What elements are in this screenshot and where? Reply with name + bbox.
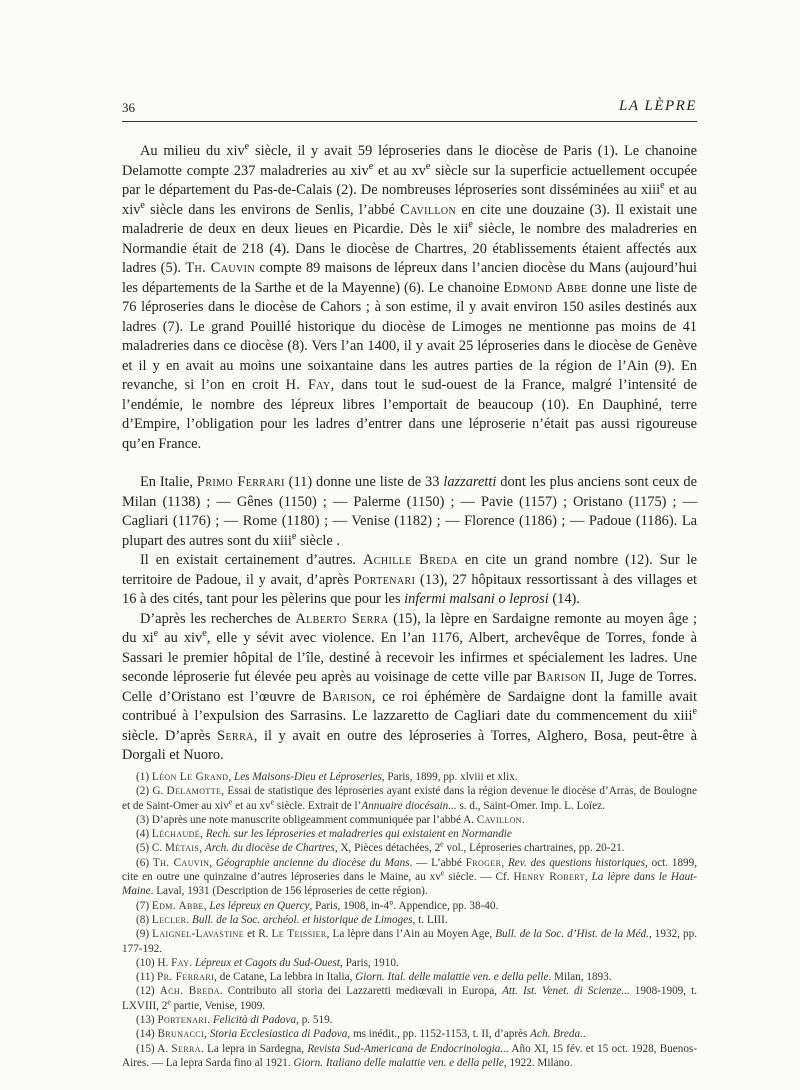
- text-run: (5) C.: [136, 842, 165, 855]
- text-run: et R.: [244, 928, 272, 941]
- superscript: e: [270, 796, 275, 806]
- author-name: Léon Le Grand: [151, 771, 229, 783]
- text-run: En Italie,: [140, 474, 197, 490]
- footnote: [122, 1013, 697, 1027]
- superscript: e: [153, 628, 159, 640]
- superscript: e: [228, 796, 233, 806]
- text-run: II, Juge de Torres. Celle d’Oristano est l’œuvre de: [122, 669, 697, 705]
- italic-text: Giorn. Ital. delle malattie ven. e della pelle: [355, 971, 549, 984]
- paragraph: [122, 473, 697, 551]
- text-run: (11) donne une liste de 33: [284, 474, 444, 490]
- author-name: Th. Cauvin: [152, 856, 210, 869]
- italic-text: lazzaretti: [443, 474, 497, 490]
- text-run: (3) D’après une note manuscrite obligeamment communiquée par l’abbé A.: [136, 813, 477, 826]
- text-run: et au xv: [232, 799, 271, 812]
- text-run: ..: [580, 1028, 586, 1041]
- footnote: [122, 827, 697, 841]
- author-name: Delamotte: [166, 785, 222, 798]
- text-run: (10) H.: [136, 956, 172, 969]
- author-name: Th. Cauvin: [185, 260, 256, 276]
- text-run: , 1932, pp. 177-192.: [122, 928, 697, 955]
- italic-text: Bull. de la Soc. archéol. et historique de Limoges: [192, 913, 413, 926]
- text-run: (13), 27 hôpitaux ressortissant à des villages et 16 à des cités, tant pour les pèlerins que pour les: [122, 571, 697, 607]
- author-name: Le Teissier: [271, 928, 327, 941]
- text-run: (9): [136, 928, 153, 941]
- text-run: . Milan, 1893.: [548, 971, 612, 984]
- text-run: . Contributo all storia dei Lazzaretti mediœvali in Europa,: [219, 985, 503, 998]
- footnote: [122, 970, 697, 984]
- text-run: Año XI, 15 fév. et 15 oct. 1928, Buenos-Aires. — La lepra Sarda fino al 1921.: [122, 1042, 697, 1069]
- running-head: LA LÈPRE: [619, 98, 697, 114]
- text-run: ,: [200, 828, 206, 841]
- text-run: , oct. 1899, cite en outre une quinzaine d’autres léproseries dans le Maine, au xv: [122, 856, 698, 884]
- text-run: (15), la lèpre en Sardaigne remonte au moyen âge ; du xi: [122, 610, 697, 646]
- text-run: donne une liste de 76 léproseries dans le diocèse de Cahors ; à son estime, il y avait environ 150 asiles destinés aux ladres (7). Le grand Pouillé historique du diocèse de Limoges ne mentionne pas moins de 41 maladreries dans ce diocèse (8). Vers l’an 1400, il y avait 25 léproseries dans le diocèse de Genève et il y en avait au moins une soixantaine dans les autres parties de la région de l’Ain (9). En revanche, si l’on en croit: [122, 279, 698, 393]
- footnote: [122, 784, 697, 813]
- text-run: siècle dans les environs de Senlis, l’abbé: [144, 201, 401, 218]
- superscript: e: [440, 839, 444, 849]
- text-run: .: [186, 913, 193, 926]
- text-run: Il en existait certainement d’autres.: [140, 552, 363, 568]
- author-name: Léchaudé: [151, 828, 201, 841]
- text-run: siècle, le nombre des maladreries en Normandie était de 218 (4). Dans le diocèse de Chartres, 20 établissements étaient affectés aux ladres (5).: [122, 221, 697, 276]
- author-name: Serra: [171, 1042, 201, 1055]
- text-run: siècle. — Cf.: [444, 871, 514, 884]
- author-name: H. Fay: [285, 377, 331, 393]
- italic-text: La lèpre dans le Haut-Maine: [122, 871, 698, 898]
- text-run: ,: [228, 771, 234, 783]
- text-run: , dans tout le sud-ouest de la France, malgré l’intensité de l’endémie, le nombre des lépreux libres l’emportait de beaucoup (10). En Dauphiné, terre d’Empire, l’obligation pour les ladres d’entrer dans une léproserie n’était pas aussi rigoureuse qu’en France.: [122, 377, 698, 452]
- footnotes: [122, 770, 697, 1070]
- text-run: dont les plus anciens sont ceux de Milan (1138) ; — Gênes (1150) ; — Palerme (1150) ; — Pavie (1157) ; Oristano (1175) ; — Cagliari (1176) ; — Rome (1180) ; — Venise (1182) ; — Florence (1186) ; — Padoue (1186). La plupart des autres sont du xiii: [122, 474, 697, 549]
- text-run: et au xiv: [122, 182, 697, 218]
- text-run: ,: [203, 899, 210, 912]
- text-run: (6): [136, 856, 153, 869]
- italic-text: infermi malsani o leprosi: [404, 591, 549, 607]
- text-run: (15) A.: [136, 1042, 172, 1055]
- italic-text: Géographie ancienne du diocèse du Mans: [215, 856, 410, 869]
- text-run: partie, Venise, 1909.: [170, 999, 266, 1012]
- italic-text: Rech. sur les léproseries et maladreries qui existaient en Normandie: [205, 828, 512, 841]
- italic-text: Arch. du diocèse de Chartres: [204, 842, 335, 855]
- text-run: et au xv: [373, 162, 426, 179]
- author-name: Barison: [322, 688, 372, 705]
- text-run: au xiv: [158, 630, 203, 646]
- text-run: , Paris, 1899, pp. xlviii et xlix.: [381, 771, 518, 783]
- author-name: Edmond Abbe: [503, 279, 588, 296]
- text-run: .: [189, 956, 195, 969]
- text-run: siècle .: [296, 532, 340, 549]
- footnote: [122, 956, 697, 970]
- paragraph: [122, 142, 697, 454]
- text-run: en cite un grand nombre (12). Sur le territoire de Padoue, il y avait, d’après: [122, 552, 697, 588]
- superscript: e: [468, 219, 473, 231]
- text-run: 1908-1909, t. LXVIII, 2: [122, 985, 698, 1012]
- italic-text: Att. Ist. Venet. di Scienze...: [502, 985, 630, 998]
- superscript: e: [692, 706, 697, 718]
- italic-text: Lépreux et Cagots du Sud-Ouest: [194, 956, 340, 969]
- footnote: [122, 927, 697, 956]
- author-name: Métais: [164, 842, 200, 855]
- text-run: s. d., Saint-Omer. Imp. L. Loïez.: [456, 799, 605, 812]
- author-name: Pr. Ferrari: [157, 971, 215, 984]
- text-run: siècle. D’après: [122, 727, 218, 744]
- text-run: D’après les recherches de: [140, 610, 296, 627]
- text-run: (13): [136, 1014, 158, 1027]
- author-name: Henry Robert: [513, 871, 585, 884]
- author-name: Alberto Serra: [295, 610, 389, 627]
- text-run: (2) G.: [136, 785, 167, 798]
- footnote: [122, 984, 697, 1013]
- text-run: . — L’abbé: [409, 856, 466, 869]
- text-run: compte 89 maisons de lépreux dans l’ancien diocèse du Mans (aujourd’hui les départements de la Sarthe et de la Mayenne) (6). Le chanoine: [122, 260, 697, 296]
- superscript: e: [425, 160, 431, 172]
- footnote: [122, 770, 697, 784]
- text-run: (8): [136, 913, 152, 926]
- text-run: ,: [209, 856, 216, 869]
- superscript: e: [440, 868, 445, 878]
- italic-text: Ach. Breda: [530, 1028, 581, 1041]
- author-name: Cavillon: [400, 201, 457, 218]
- text-run: , Paris, 1908, in-4°. Appendice, pp. 38-40.: [309, 899, 499, 912]
- text-run: ,: [501, 856, 508, 869]
- page-header: [122, 98, 697, 118]
- text-run: siècle, il y avait 59 léproseries dans le diocèse de Paris (1). Le chanoine Delamotte compte 237 maladreries au xiv: [122, 143, 697, 179]
- text-run: , La lèpre dans l’Ain au Moyen Age,: [326, 928, 496, 941]
- text-run: . La lepra in Sardegna,: [200, 1042, 308, 1055]
- author-name: Portenari: [353, 571, 416, 588]
- italic-text: Annuaire diocésain...: [361, 799, 457, 812]
- author-name: Achille Breda: [362, 552, 458, 568]
- footnote: [122, 1027, 697, 1041]
- superscript: e: [660, 180, 665, 192]
- text-run: en cite une douzaine (3). Il existait une maladrerie de deux en deux lieues en Picardie. Dès le xii: [122, 201, 697, 237]
- author-name: Barison: [536, 669, 586, 685]
- text-run: , p. 519.: [296, 1014, 333, 1027]
- author-name: Cavillon: [476, 813, 522, 826]
- footnote: [122, 856, 697, 899]
- text-run: (7): [136, 899, 152, 912]
- footnote: [122, 1042, 697, 1071]
- text-run: (1): [136, 771, 152, 783]
- text-run: . Laval, 1931 (Description de 156 léproseries de cette région).: [150, 885, 428, 898]
- author-name: Edm. Abbe: [151, 899, 204, 912]
- text-run: , ms inédit., pp. 1152-1153, t. II, d’après: [347, 1028, 531, 1041]
- text-run: , ce roi éphémère de Sardaigne dont la famille avait contribué à l’expulsion des Sarrasins. Le lazzaretto de Cagliari date du commencement du xiii: [122, 688, 697, 724]
- superscript: e: [291, 530, 297, 542]
- italic-text: Revista Sud-Americana de Endocrinologia...: [307, 1042, 509, 1055]
- author-name: Ach. Breda: [159, 985, 220, 998]
- text-run: ,: [204, 1028, 210, 1041]
- text-run: (4): [136, 828, 152, 841]
- author-name: Fay: [171, 956, 190, 969]
- text-run: (14): [136, 1028, 158, 1041]
- text-run: , X, Pièces détachées, 2: [334, 842, 441, 855]
- text-run: , Essai de statistique des léproseries ayant existé dans la région devenue le diocèse d’Arras, de Boulogne et de Saint-Omer au xiv: [122, 785, 697, 812]
- text-run: , de Catane, La lebbra in Italia,: [214, 971, 356, 984]
- paragraph: [122, 551, 697, 610]
- italic-text: Storia Ecclesiastica di Padova: [209, 1028, 348, 1041]
- author-name: Lecler: [151, 913, 187, 926]
- superscript: e: [202, 628, 207, 640]
- text-run: (14).: [548, 591, 580, 607]
- italic-text: Giorn. Italiano delle malattie ven. e della pelle: [293, 1056, 504, 1069]
- superscript: e: [140, 199, 145, 211]
- italic-text: Les Maisons-Dieu et Léproseries: [233, 771, 382, 783]
- text-run: vol., Léproseries chartraines, pp. 20-21.: [443, 842, 625, 855]
- author-name: Serra: [217, 727, 254, 744]
- text-run: ,: [199, 842, 205, 855]
- text-run: ,: [584, 871, 592, 884]
- author-name: Brunacci: [157, 1028, 205, 1041]
- footnote: [122, 899, 697, 913]
- footnote: [122, 813, 697, 827]
- header-rule: [122, 121, 697, 122]
- italic-text: Les lépreux en Quercy: [209, 899, 310, 912]
- text-run: (12): [136, 985, 160, 998]
- italic-text: Felicità di Padova: [212, 1014, 297, 1027]
- page-number: 36: [122, 100, 135, 115]
- superscript: e: [244, 141, 250, 153]
- text-run: .: [521, 813, 525, 826]
- text-run: , 1922. Milano.: [503, 1056, 573, 1069]
- footnote: [122, 913, 697, 927]
- author-name: Laignel-Lavastine: [152, 928, 245, 941]
- paragraph: [122, 610, 697, 766]
- text-run: , t. LIII.: [412, 913, 448, 926]
- text-run: , elle y sévit avec violence. En l’an 1176, Albert, archevêque de Torres, fonde à Sassari le premier hôpital de l’île, destiné à recevoir les infirmes et spécialement les ladres. Une seconde léproserie fut élevée peu après au voisinage de cette ville par: [122, 630, 697, 685]
- superscript: e: [167, 997, 171, 1007]
- author-name: Primo Ferrari: [196, 474, 285, 490]
- superscript: e: [368, 160, 374, 172]
- text-run: (11): [136, 971, 158, 984]
- italic-text: Rev. des questions historiques: [507, 856, 645, 869]
- footnote: [122, 841, 697, 855]
- author-name: Froger: [465, 856, 502, 869]
- text-run: Au milieu du xiv: [140, 143, 245, 159]
- text-run: , Paris, 1910.: [339, 956, 399, 969]
- text-run: siècle. Extrait de l’: [274, 799, 362, 812]
- italic-text: Bull. de la Soc. d’Hist. de la Méd.: [495, 928, 649, 941]
- text-run: , il y avait en outre des léproseries à Torres, Alghero, Bosa, peut-être à Dorgali et Nuoro.: [122, 727, 698, 763]
- main-text: [122, 142, 697, 766]
- text-run: .: [207, 1014, 213, 1027]
- text-run: siècle sur la superficie actuellement occupée par le département du Pas-de-Calais (2). De nombreuses léproseries sont disséminées au xiii: [122, 162, 697, 198]
- author-name: Portenari: [157, 1014, 208, 1027]
